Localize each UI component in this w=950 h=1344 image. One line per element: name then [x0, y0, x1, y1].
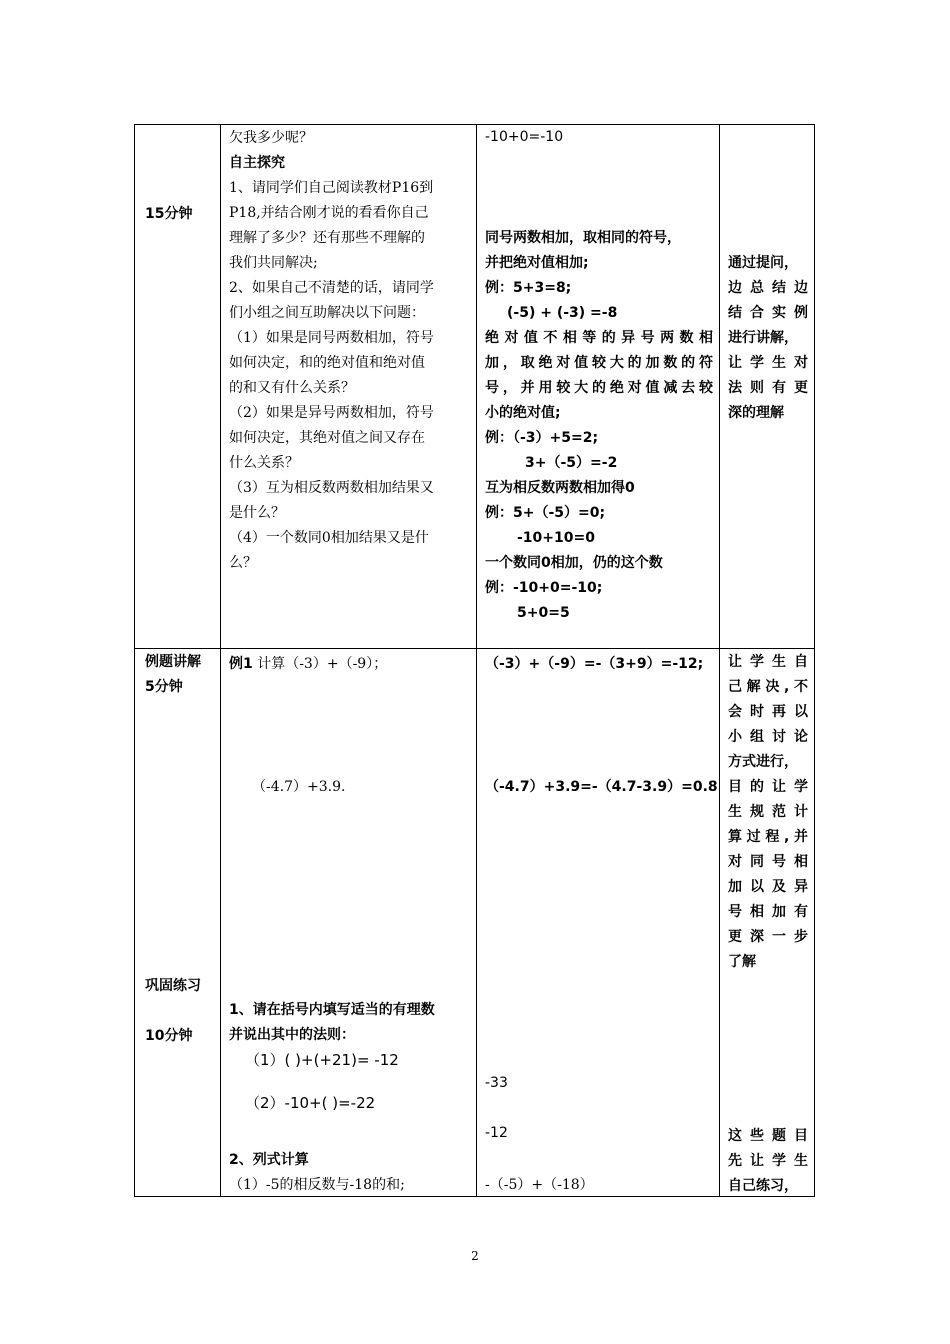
purpose-line: 先让学生 [728, 1153, 808, 1169]
content-line: 例：5+（-5）=0; [485, 505, 606, 521]
activity-line: 理解了多少？还有那些不理解的 [229, 230, 425, 246]
content-line: 同号两数相加，取相同的符号， [485, 230, 681, 246]
table-bottom-border [134, 1196, 815, 1197]
example-1 [229, 653, 387, 673]
practice-2-answer: -（-5）+（-18） [485, 1177, 594, 1193]
activity-line: P18,并结合刚才说的看看你自己 [229, 205, 429, 221]
purpose-line: 加以及异 [728, 879, 808, 895]
content-line: -10+10=0 [517, 530, 595, 546]
purpose-line: 这些题目 [728, 1128, 808, 1144]
content-line: 一个数同0相加，仍的这个数 [485, 555, 663, 571]
purpose-line: 深的理解 [728, 405, 784, 421]
practice-1 [229, 998, 469, 1048]
fill-answer-2: -12 [485, 1125, 508, 1141]
row1-content [485, 226, 713, 626]
row2-purpose-2 [728, 1124, 808, 1199]
activity-line: 什么关系？ [229, 455, 299, 471]
activity-line: 2、如果自己不清楚的话，请同学 [229, 280, 434, 296]
purpose-line: 对同号相 [728, 854, 808, 870]
row1-content-top: -10+0=-10 [485, 129, 564, 145]
content-line: 号，并用较大的绝对值减去较 [485, 380, 713, 396]
row1-purpose [728, 251, 808, 426]
activity-line: （1）如果是同号两数相加，符号 [229, 330, 434, 346]
activity-line: 如何决定，其绝对值之间又存在 [229, 430, 425, 446]
purpose-line: 算过程,并 [728, 829, 808, 845]
row2-section-practice-time: 10分钟 [145, 1028, 193, 1044]
activity-line: 是什么？ [229, 505, 285, 521]
content-line: 例：（-3）+5=2; [485, 430, 599, 446]
row-divider [134, 648, 815, 649]
activity-line: （3）互为相反数两数相加结果又 [229, 480, 434, 496]
section-title: 例题讲解 [145, 654, 201, 670]
content-line: 例：-10+0=-10; [485, 580, 603, 596]
activity-line: 如何决定，和的绝对值和绝对值 [229, 355, 425, 371]
purpose-line: 号相加有 [728, 904, 808, 920]
content-line: 并把绝对值相加; [485, 255, 589, 271]
activity-line: 的和又有什么关系？ [229, 380, 355, 396]
table-right-border [814, 124, 815, 1197]
purpose-line: 己解决,不 [728, 679, 808, 695]
fill-blank-2: （2）-10+( )=-22 [245, 1094, 376, 1112]
row1-time: 15分钟 [145, 206, 193, 222]
row2-purpose-1 [728, 650, 808, 975]
activity-line: 们小组之间互助解决以下问题： [229, 305, 425, 321]
page-number: 2 [471, 1249, 479, 1263]
column-divider-1 [220, 124, 221, 1197]
practice-2: 2、列式计算 [229, 1152, 309, 1168]
row1-activity [229, 126, 469, 576]
content-line: 绝对值不相等的异号两数相 [485, 330, 713, 346]
purpose-line: 进行讲解， [728, 330, 798, 346]
activity-heading: 自主探究 [229, 155, 285, 171]
content-line: 5+0=5 [517, 605, 570, 621]
practice-line: 1、请在括号内填写适当的有理数 [229, 1002, 435, 1018]
content-line: 加，取绝对值较大的加数的符 [485, 355, 713, 371]
table-left-border [134, 124, 135, 1197]
purpose-line: 自己练习， [728, 1178, 798, 1194]
fill-blank-1: （1）( )+(+21)= -12 [245, 1051, 399, 1069]
purpose-line: 法则有更 [728, 380, 808, 396]
content-line: (-5) + (-3) =-8 [507, 305, 618, 321]
example-text: 计算（-3）+（-9）； [252, 656, 388, 672]
activity-line: （2）如果是异号两数相加，符号 [229, 405, 434, 421]
purpose-line: 通过提问， [728, 255, 798, 271]
content-line: 小的绝对值; [485, 405, 561, 421]
purpose-line: 边总结边 [728, 280, 808, 296]
purpose-line: 小组讨论 [728, 729, 808, 745]
content-line: 例：5+3=8; [485, 280, 572, 296]
example-answer-1: （-3）+（-9）=-（3+9）=-12; [485, 656, 704, 672]
purpose-line: 更深一步 [728, 929, 808, 945]
purpose-line: 让学生对 [728, 355, 808, 371]
activity-line: 我们共同解决; [229, 255, 318, 271]
activity-line: 欠我多少呢？ [229, 130, 313, 146]
content-line: 3+（-5）=-2 [525, 455, 618, 471]
table-top-border [134, 124, 815, 125]
content-line: 互为相反数两数相加得0 [485, 480, 635, 496]
purpose-line: 结合实例 [728, 305, 808, 321]
practice-2-item-1: （1）-5的相反数与-18的和; [229, 1177, 405, 1193]
row2-section-examples [145, 650, 217, 700]
activity-line: 么？ [229, 555, 257, 571]
column-divider-2 [476, 124, 477, 1197]
purpose-line: 会时再以 [728, 704, 808, 720]
purpose-line: 目的让学 [728, 779, 808, 795]
activity-line: 1、请同学们自己阅读教材P16到 [229, 180, 434, 196]
fill-answer-1: -33 [485, 1075, 508, 1091]
example-2: （-4.7）+3.9. [252, 779, 346, 795]
example-answer-2: （-4.7）+3.9=-（4.7-3.9）=0.8 [485, 779, 718, 795]
purpose-line: 生规范计 [728, 804, 808, 820]
purpose-line: 让学生自 [728, 654, 808, 670]
example-label: 例1 [229, 656, 253, 672]
activity-line: （4）一个数同0相加结果又是什 [229, 530, 429, 546]
column-divider-3 [719, 124, 720, 1197]
row2-section-practice: 巩固练习 [145, 978, 201, 994]
purpose-line: 了解 [728, 954, 756, 970]
purpose-line: 方式进行， [728, 754, 798, 770]
section-time: 5分钟 [145, 679, 183, 695]
practice-line: 并说出其中的法则： [229, 1027, 355, 1043]
